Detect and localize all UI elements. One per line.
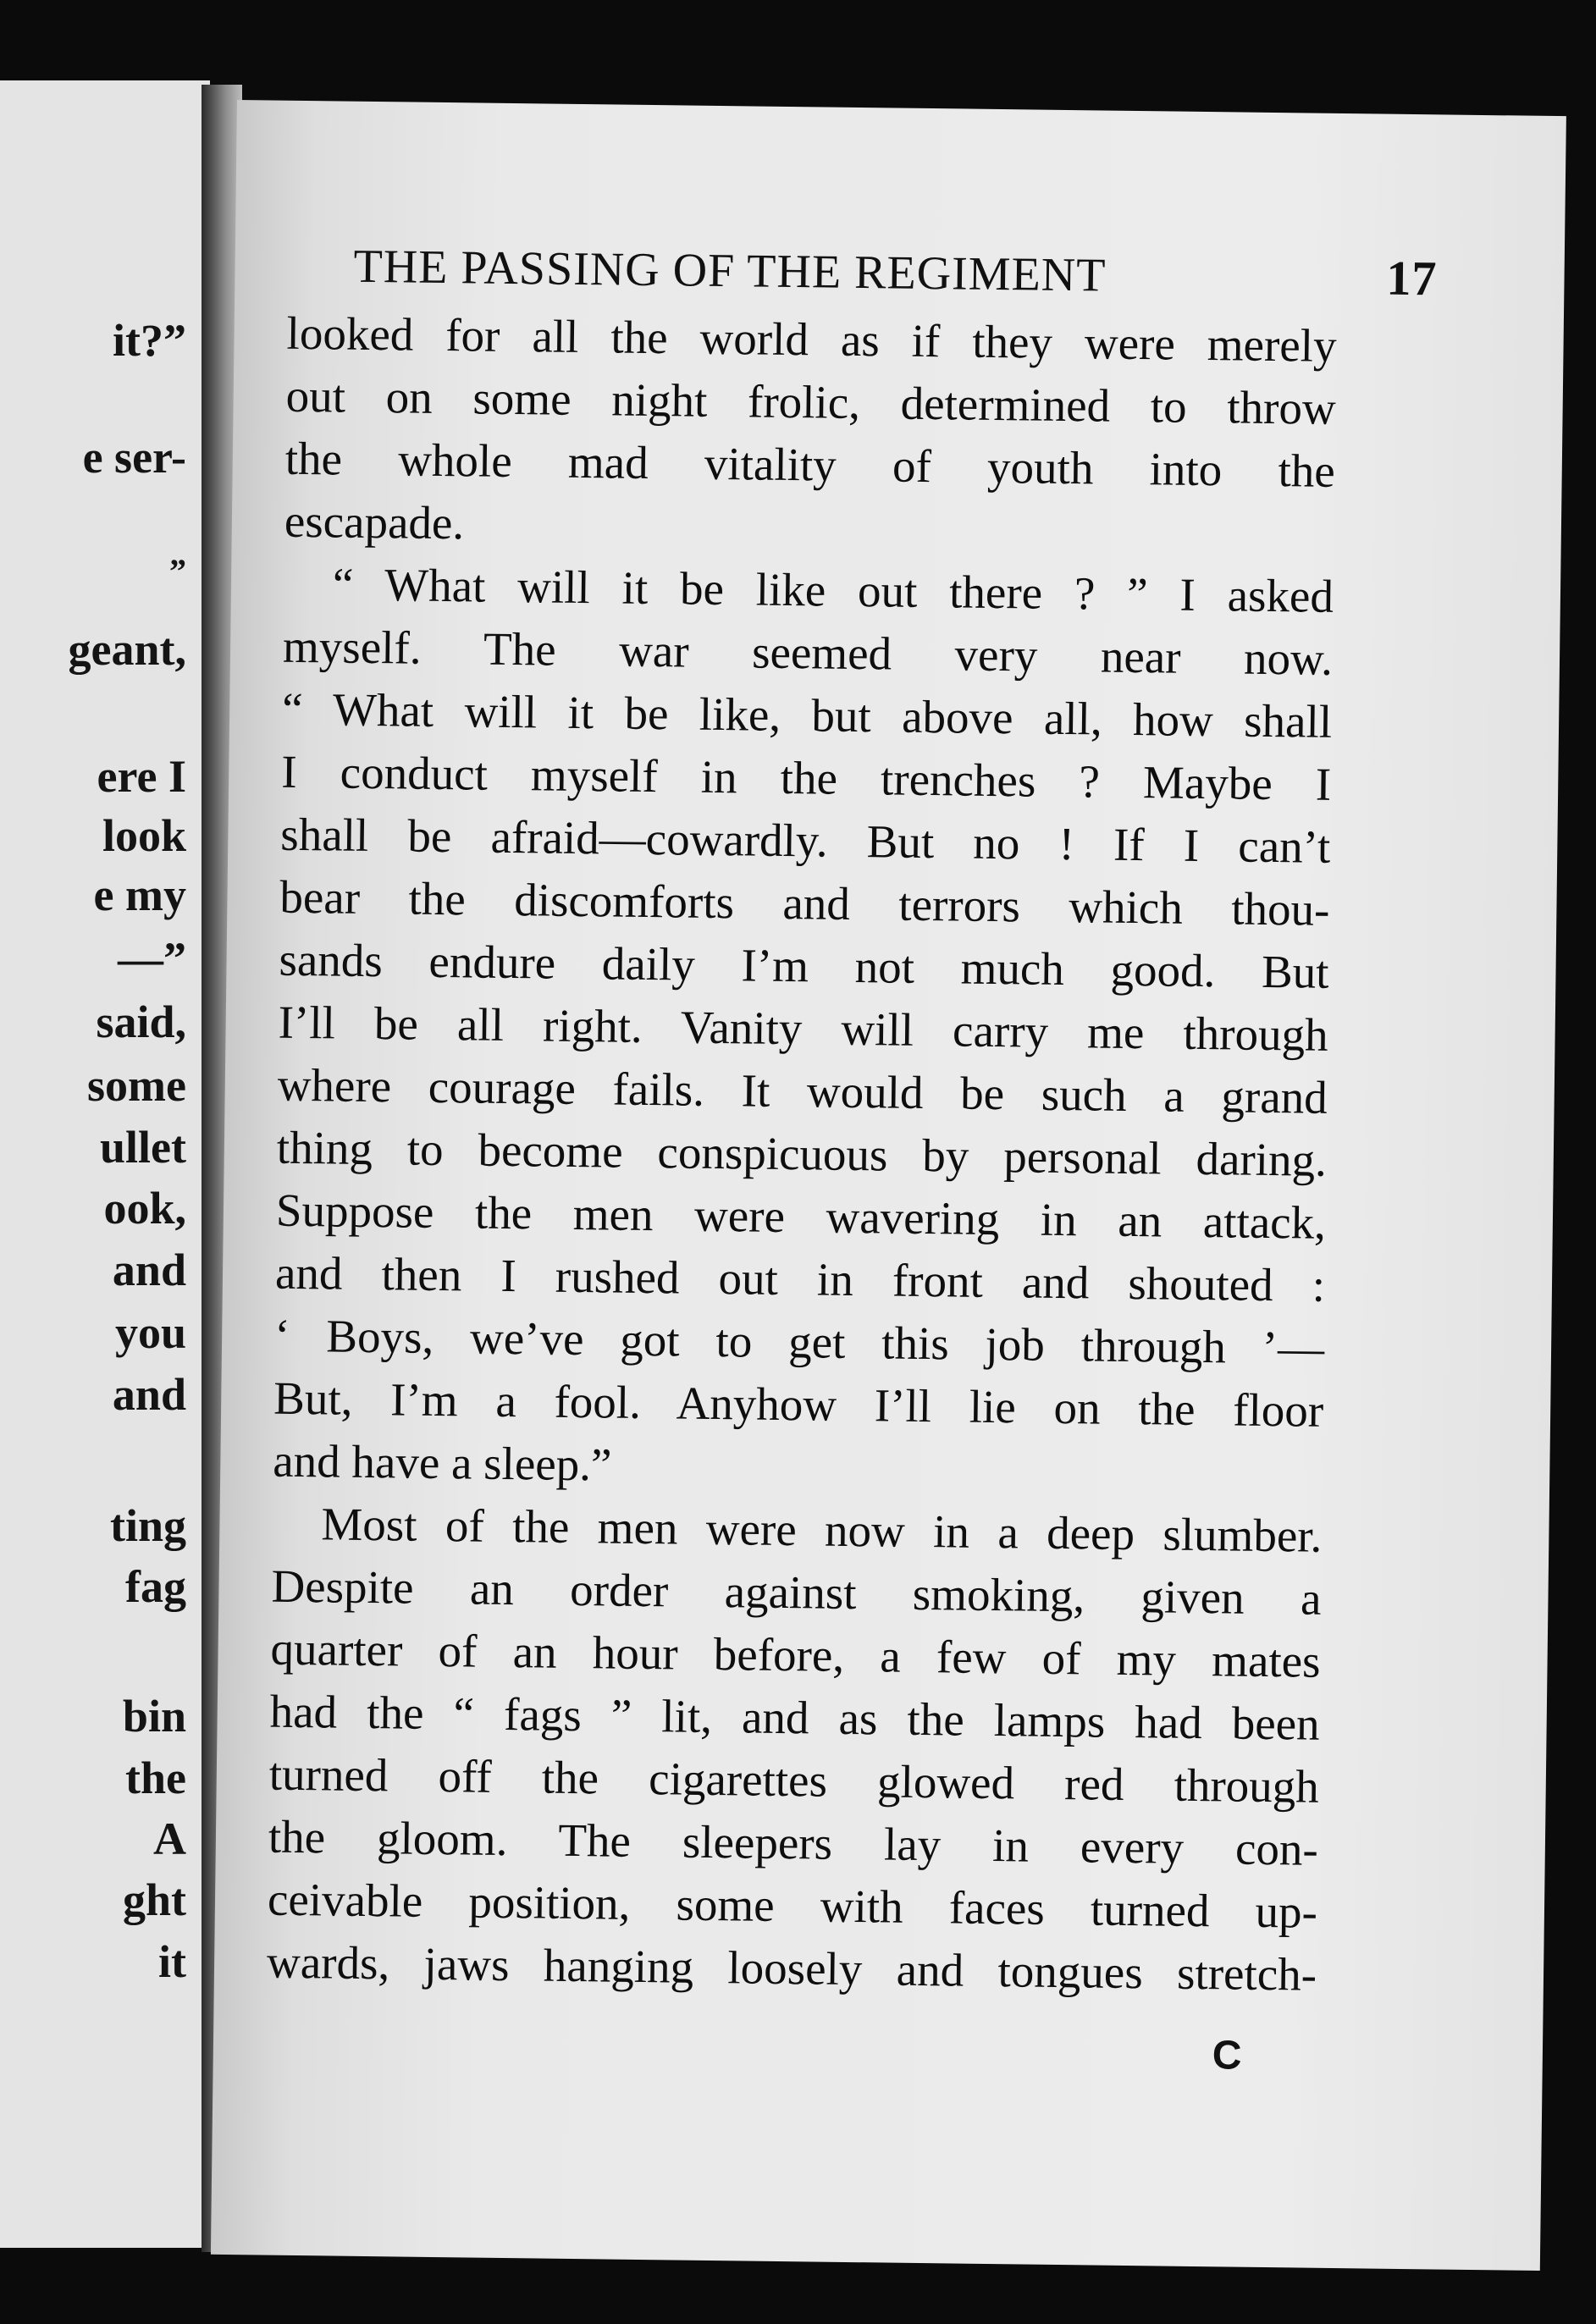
- left-page-fragment: ere I: [97, 751, 186, 802]
- text-line: I conduct myself in the trenches ? Maybe I: [280, 745, 1332, 810]
- text-line: the whole mad vitality of youth into the: [284, 432, 1336, 497]
- book-page: [211, 100, 1566, 2271]
- left-page-fragment: and: [112, 1369, 186, 1420]
- text-line: “ What will it be like, but above all, how shall: [281, 682, 1333, 748]
- page-body-text: [267, 302, 1337, 2007]
- left-page-fragment: A: [153, 1813, 186, 1864]
- text-line: looked for all the world as if they were merely: [286, 306, 1337, 372]
- text-line: ceivable position, some with faces turned up-: [267, 1873, 1318, 1938]
- page-number: 17: [1386, 250, 1438, 306]
- left-page-fragment: some: [87, 1060, 186, 1111]
- text-line: escapade.: [284, 494, 465, 549]
- text-line: and have a sleep.”: [272, 1434, 612, 1491]
- left-page-fragment: —”: [118, 933, 186, 984]
- text-line: myself. The war seemed very near now.: [282, 620, 1334, 685]
- left-page-fragment: ook,: [103, 1183, 186, 1234]
- text-line: Suppose the men were wavering in an attack,: [275, 1184, 1327, 1249]
- left-page-fragment: geant,: [68, 624, 186, 675]
- left-page-fragment: e my: [93, 869, 186, 920]
- text-line: and then I rushed out in front and shouted :: [274, 1246, 1326, 1311]
- text-line: “ What will it be like out there ? ” I asked: [332, 558, 1334, 622]
- text-line: I’ll be all right. Vanity will carry me through: [278, 996, 1328, 1061]
- page-header: [353, 237, 1438, 307]
- text-line: Most of the men were now in a deep slumber.: [321, 1498, 1323, 1562]
- left-page-fragment: said,: [96, 996, 186, 1047]
- text-line: shall be afraid—cowardly. But no ! If I can’t: [280, 808, 1331, 873]
- left-page-fragment: fag: [125, 1561, 186, 1612]
- left-page-fragment: ting: [109, 1500, 186, 1551]
- text-line: sands endure daily I’m not much good. But: [279, 933, 1329, 998]
- text-line: turned off the cigarettes glowed red through: [268, 1747, 1320, 1813]
- left-page-fragment: ullet: [100, 1122, 186, 1173]
- text-line: ‘ Boys, we’ve got to get this job through ’—: [273, 1309, 1325, 1374]
- left-page-fragment: look: [102, 810, 186, 861]
- signature-mark: C: [1212, 2033, 1242, 2078]
- running-title: THE PASSING OF THE REGIMENT: [353, 240, 1107, 302]
- left-page-fragment: ght: [122, 1874, 186, 1925]
- text-line: But, I’m a fool. Anyhow I’ll lie on the floor: [273, 1372, 1324, 1437]
- left-page-fragment: the: [125, 1753, 186, 1803]
- left-page-fragment: and: [112, 1245, 186, 1295]
- text-line: bear the discomforts and terrors which thou-: [279, 870, 1330, 936]
- left-page-fragment: e ser-: [82, 432, 186, 483]
- left-page-fragment: it?”: [113, 315, 186, 366]
- text-line: where courage fails. It would be such a grand: [277, 1058, 1328, 1123]
- facing-page-left: [0, 80, 210, 2248]
- text-line: Despite an order against smoking, given a: [271, 1559, 1322, 1625]
- left-page-fragment: ”: [169, 552, 186, 590]
- text-line: out on some night frolic, determined to throw: [285, 369, 1337, 434]
- text-line: had the “ fags ” lit, and as the lamps had been: [269, 1685, 1321, 1750]
- text-line: quarter of an hour before, a few of my mates: [270, 1622, 1321, 1687]
- text-line: wards, jaws hanging loosely and tongues stretch-: [266, 1935, 1317, 2001]
- left-page-fragment: it: [158, 1936, 186, 1987]
- text-line: the gloom. The sleepers lay in every con-: [268, 1810, 1319, 1875]
- left-page-fragment: you: [114, 1307, 186, 1358]
- left-page-fragment: bin: [122, 1691, 186, 1742]
- text-line: thing to become conspicuous by personal daring.: [276, 1121, 1328, 1186]
